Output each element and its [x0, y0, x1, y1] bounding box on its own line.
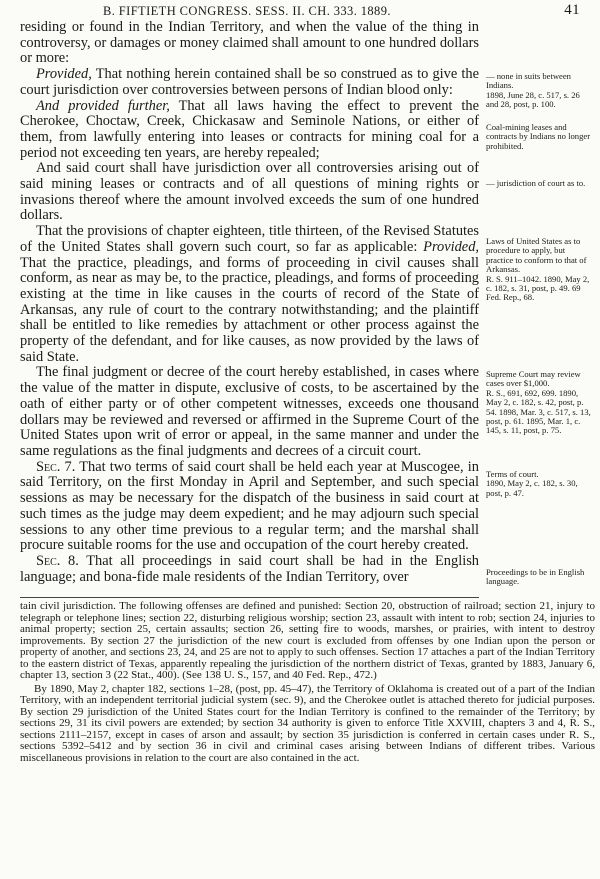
running-header — [0, 2, 600, 20]
main-text-column — [20, 20, 479, 585]
paragraph-supreme-court-review: The final judgment or decree of the court hereby established, in cases where the value of the matter in dispute, exclusive of costs, to be ascertained by the oath of either party or of other competent witnesses, exceeds one thousand dollars may be reviewed and reversed or affirmed in the Supreme Court of the United States upon writ of error or appeal, in the same manner and under the same regulations as the final judgments and decrees of a circuit court. — [20, 364, 479, 459]
footnotes — [20, 601, 595, 764]
paragraph-mining-jurisdiction: And said court shall have jurisdiction over all controversies arising out of said mining leases or contracts and of all questions of mining rights or invasions thereof where the amount involved exceeds the sum of one hundred dollars. — [20, 160, 479, 224]
section-7: Sec. 7. That two terms of said court shall be held each year at Muscogee, in said Territory, on the first Monday in April and September, and such special sessions as may be necessary for the dispatch of the business in said court at such times as the judge may deem expedient; and he may adjourn such special sessions to any other time previous to a regular term; and the marshal shall procure suitable rooms for the use and occupation of the court hereby created. — [20, 458, 479, 554]
margin-note-jurisdiction: — jurisdiction of court as to. — [486, 178, 586, 188]
paragraph-continuation: residing or found in the Indian Territory, and when the value of the thing in controversy, or damages or money claimed shall amount to one hundred dollars or more: — [20, 19, 479, 67]
margin-note-indian-suits: — none in suits between Indians. 1898, June 28, c. 517, s. 26 and 28, post, p. 100. — [486, 71, 580, 110]
paragraph-proviso-indian-blood: Provided, That nothing herein contained shall be so construed as to give the court jurisdiction over controversies between persons of Indian blood only: — [20, 66, 479, 98]
margin-note-supreme-court: Supreme Court may review cases over $1,000. R. S., 691, 692, 699. 1890, May 2, c. 182, s. 42, post, p. 54. 1898, Mar. 3, c. 517, s. 13, post, p. 61. 1895, Mar. 1, c. 145, s. 11, post, p. 75. — [486, 369, 591, 436]
page-number: 41 — [564, 2, 580, 18]
margin-note-laws-procedure: Laws of United States as to procedure to apply, but practice to conform to that of Arkansas. R. S. 911–1042. 1890, May 2, c. 182, s. 31, post, p. 49. 69 Fed. Rep., 68. — [486, 236, 590, 303]
paragraph-proviso-coal-leases: And provided further, That all laws having the effect to prevent the Cherokee, Choctaw, Creek, Chickasaw and Seminole Nations, or either of them, from lawfully entering into leases or contracts for mining coal for a period not exceeding ten years, are hereby repealed; — [20, 97, 479, 161]
margin-note-coal-leases: Coal-mining leases and contracts by Indians no longer prohibited. — [486, 122, 591, 151]
footnote-divider — [20, 597, 479, 598]
footnote-continuation: tain civil jurisdiction. The following offenses are defined and punished: Section 20, obstruction of railroad; section 21, injury to telegraph or telephone lines; section 22, disturbing religious worship; section 23, assault with intent to rob; section 24, injuries to animal property; section 25, certain assaults; section 26, setting fire to woods, marshes, or prairies, with intent to destroy improvements. By section 27 the jurisdiction of the new court is excluded from offenses by one Indian upon the person or property of another, and sections 23, 24, and 25 are not to apply to such offenses. Section 17 attaches a part of the Indian Territory to the eastern district of Texas, apparently repealing the jurisdiction of the northern district of Texas, granted by 1883, January 6, chapter 13, section 3 (22 Stat., 400). (See 138 U. S., 157, and 40 Fed. Rep., 472.) — [20, 600, 595, 681]
margin-note-terms-of-court: Terms of court. 1890, May 2, c. 182, s. 30, post, p. 47. — [486, 469, 578, 498]
footnote-oklahoma: By 1890, May 2, chapter 182, sections 1–28, (post, pp. 45–47), the Territory of Oklahoma is created out of a part of the Indian Territory, with an independent territorial judicial system (sec. 9), and the Cherokee outlet is attached thereto for judicial purposes. By section 29 jurisdiction of the United States court for the Indian Territory is confined to the remainder of the Territory; by sections 29, 31 its civil powers are extended; by section 34 authority is given to enforce Title XXVIII, chapters 3 and 4, R. S., sections 2111–2157, except in cases of arson and assault; by section 35 jurisdiction is conferred in certain cases under R. S., sections 5392–5412 and by section 36 in civil and criminal cases arising between Indians of different tribes. Various miscellaneous provisions in relation to the court are also contained in the act. — [20, 682, 595, 764]
running-head-text: B. FIFTIETH CONGRESS. SESS. II. CH. 333. 1889. — [103, 4, 391, 18]
margin-note-english-language: Proceedings to be in English language. — [486, 567, 585, 587]
paragraph-procedure: That the provisions of chapter eighteen, title thirteen, of the Revised Statutes of the United States shall govern such court, so far as applicable: Provided, That the practice, pleadings, and forms of proceeding in civil causes shall conform, as near as may be, to the practice, pleadings, and forms of proceeding existing at the time in like causes in the courts of record of the State of Arkansas, any rule of court to the contrary notwithstanding; and the plaintiff shall be entitled to like remedies by attachment or other process against the property of the defendant, and for like causes, as now provided by the laws of said State. — [20, 223, 479, 365]
section-8: Sec. 8. That all proceedings in said court shall be had in the English language; and bona-fide male residents of the Indian Territory, over — [20, 552, 479, 585]
